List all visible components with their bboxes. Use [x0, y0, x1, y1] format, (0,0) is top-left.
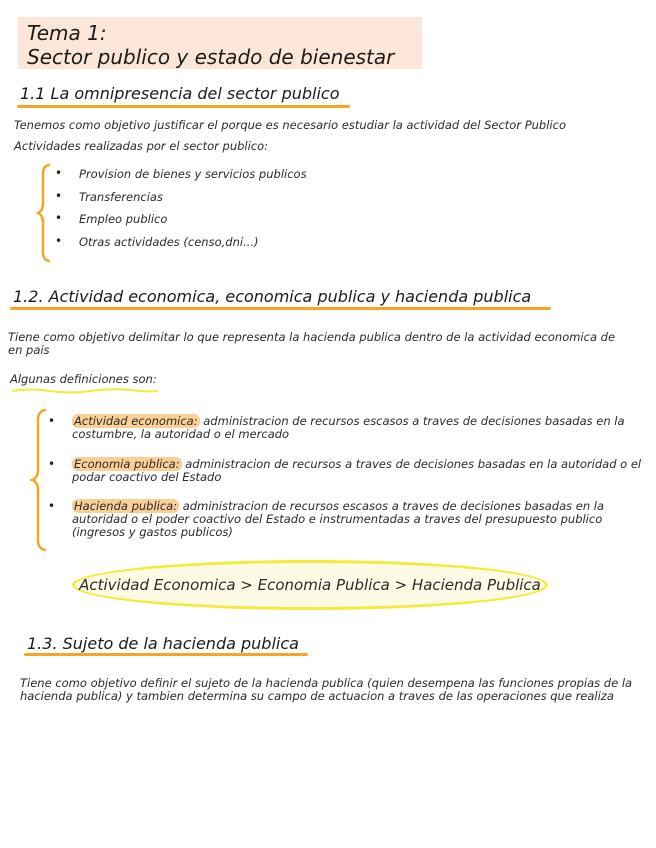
section-1-para-1: Tenemos como objetivo justificar el porque es necesario estudiar la actividad del Sector Publico — [14, 118, 566, 132]
title-line-2: Sector publico y estado de bienestar — [27, 45, 395, 69]
list-item: Transferencias — [79, 190, 163, 204]
section-2-para-2: Algunas definiciones son: — [10, 372, 157, 386]
section-1-heading: 1.1 La omnipresencia del sector publico — [20, 84, 340, 103]
definition-text: administracion de recursos a traves de decisiones basadas en la autoridad o el podar coactivo del Estado — [72, 457, 642, 484]
list-item: Provision de bienes y servicios publicos — [79, 167, 307, 181]
definition-term: Economia publica: — [74, 457, 180, 471]
section-1-para-2: Actividades realizadas por el sector publico: — [14, 139, 269, 153]
section-2-para-1: Tiene como objetivo delimitar lo que representa la hacienda publica dentro de la actividad economica de en pais — [8, 330, 616, 357]
section-2-squiggle — [10, 386, 160, 394]
section-2-brace — [30, 408, 48, 552]
definition-text: administracion de recursos escasos a traves de decisiones basadas en la autoridad o el poder coactivo del Estado e instrumentadas a traves del presupuesto publico (ingresos y gastos publicos) — [72, 499, 605, 539]
list-item: Otras actividades (censo,dni...) — [79, 235, 259, 249]
bullet-dot: • — [55, 189, 63, 203]
section-3-para-1: Tiene como objetivo definir el sujeto de la hacienda publica (quien desempena las funciones propias de la hacienda publica) y tambien determina su campo de actuacion a traves de las operaciones que realiza — [20, 676, 633, 703]
title-box — [18, 17, 422, 69]
definition-text: administracion de recursos escasos a traves de decisiones basadas en la costumbre, la autoridad o el mercado — [72, 414, 625, 441]
title-line-1: Tema 1: — [27, 21, 107, 45]
section-2-heading: 1.2. Actividad economica, economica publica y hacienda publica — [13, 287, 532, 306]
section-1-brace — [36, 163, 52, 263]
bullet-dot: • — [55, 234, 63, 248]
definition-term: Actividad economica: — [74, 414, 198, 428]
definition-term: Hacienda publica: — [74, 499, 178, 513]
section-2-underline — [10, 307, 551, 310]
summary-ellipse: Actividad Economica > Economia Publica > Hacienda Publica — [72, 560, 548, 610]
list-item: Empleo publico — [79, 212, 168, 226]
bullet-dot: • — [48, 457, 56, 471]
bullet-dot: • — [55, 166, 63, 180]
definition-item — [72, 458, 642, 484]
bullet-dot: • — [48, 414, 56, 428]
section-1-underline — [17, 105, 350, 108]
definition-item — [72, 500, 632, 539]
definition-item — [72, 415, 642, 441]
bullet-dot: • — [48, 499, 56, 513]
section-3-heading: 1.3. Sujeto de la hacienda publica — [27, 634, 299, 653]
section-3-underline — [24, 653, 308, 656]
bullet-dot: • — [55, 211, 63, 225]
